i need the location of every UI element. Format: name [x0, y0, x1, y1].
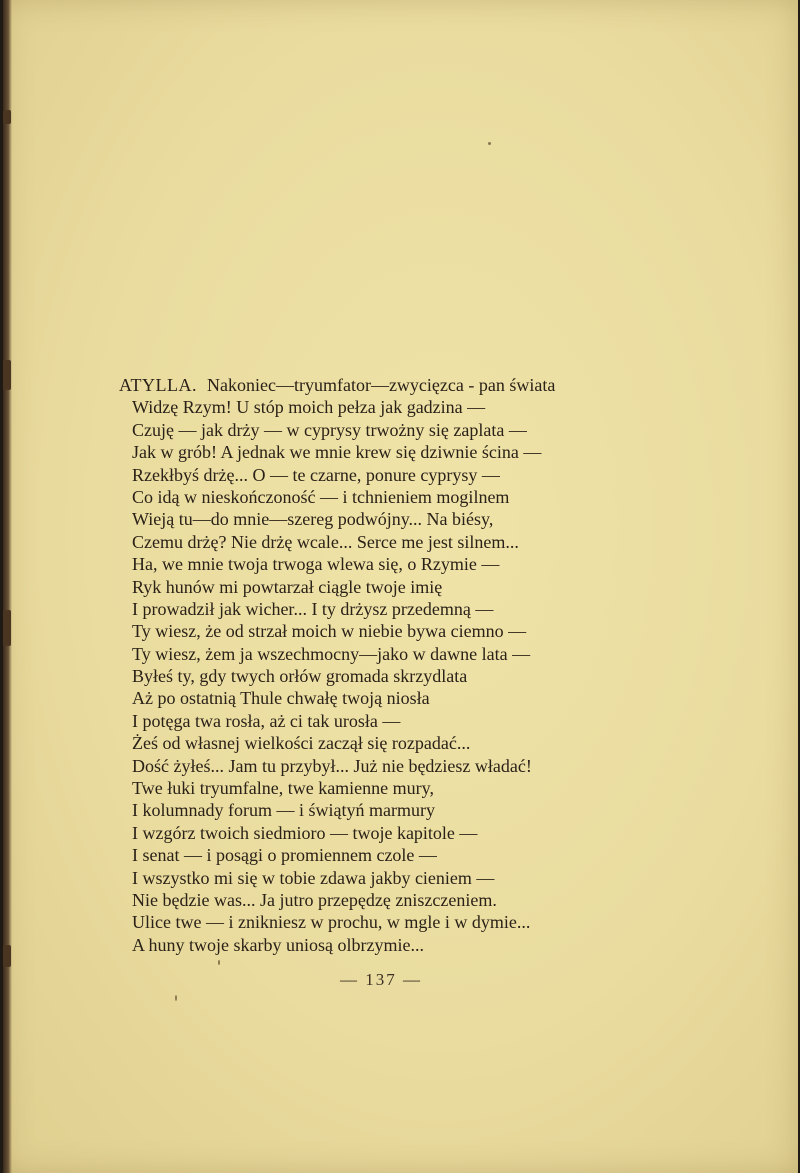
paper-speck — [218, 960, 220, 965]
verse-line: Ulice twe — i znikniesz w prochu, w mgle i w dymie... — [132, 912, 531, 933]
verse-block — [119, 374, 639, 956]
first-verse-line — [119, 374, 639, 396]
verse-line: Czemu drżę? Nie drżę wcale... Serce me jest silnem... — [132, 531, 519, 552]
binding-mark — [3, 945, 11, 967]
verse-line: Ryk hunów mi powtarzał ciągle twoje imię — [132, 576, 443, 597]
verse-line: Rzekłbyś drżę... O — te czarne, ponure cyprysy — — [132, 464, 500, 485]
binding-mark — [3, 610, 11, 646]
page-number: — 137 — — [340, 970, 422, 989]
verse-line: Jak w grób! A jednak we mnie krew się dziwnie ścina — — [132, 442, 542, 463]
page-binding-edge — [3, 0, 12, 1173]
verse-line: I wzgórz twoich siedmioro — twoje kapitole — — [132, 822, 478, 843]
verse-line: I prowadził jak wicher... I ty drżysz przedemną — — [132, 598, 494, 619]
book-page — [3, 0, 798, 1173]
verse-line: Nakoniec—tryumfator—zwycięzca - pan świata — [207, 375, 556, 395]
verse-line: Twe łuki tryumfalne, twe kamienne mury, — [132, 778, 434, 799]
paper-speck — [175, 995, 177, 1001]
verse-line: Wieją tu—do mnie—szereg podwójny... Na biésy, — [132, 509, 494, 530]
verse-line: I potęga twa rosła, aż ci tak urosła — — [132, 710, 401, 731]
verse-line: Co idą w nieskończoność — i tchnieniem mogilnem — [132, 486, 510, 507]
verse-line: Żeś od własnej wielkości zaczął się rozpadać... — [132, 733, 471, 754]
verse-line: I kolumnady forum — i świątyń marmury — [132, 800, 435, 821]
verse-line: A huny twoje skarby uniosą olbrzymie... — [132, 934, 424, 955]
verse-line: I wszystko mi się w tobie zdawa jakby cieniem — — [132, 867, 495, 888]
verse-line: Byłeś ty, gdy twych orłów gromada skrzydlata — [132, 666, 468, 687]
verse-line: I senat — i posągi o promiennem czole — — [132, 845, 437, 866]
verse-line: Aż po ostatnią Thule chwałę twoją niosła — [132, 688, 430, 709]
binding-mark — [3, 360, 11, 390]
verse-line: Ty wiesz, że od strzał moich w niebie bywa ciemno — — [132, 621, 527, 642]
speaker-name: ATYLLA. — [119, 375, 197, 395]
verse-line: Ha, we mnie twoja trwoga wlewa się, o Rzymie — — [132, 554, 500, 575]
verse-line: Nie będzie was... Ja jutro przepędzę zniszczeniem. — [132, 889, 497, 910]
binding-mark — [3, 110, 11, 124]
verse-line: Dość żyłeś... Jam tu przybył... Już nie będziesz władać! — [132, 755, 532, 776]
verse-line: Czuję — jak drży — w cyprysy trwożny się zaplata — — [132, 419, 527, 440]
verse-line: Ty wiesz, żem ja wszechmocny—jako w dawne lata — — [132, 643, 531, 664]
paper-speck — [488, 142, 491, 145]
verse-line: Widzę Rzym! U stóp moich pełza jak gadzina — — [132, 397, 486, 418]
